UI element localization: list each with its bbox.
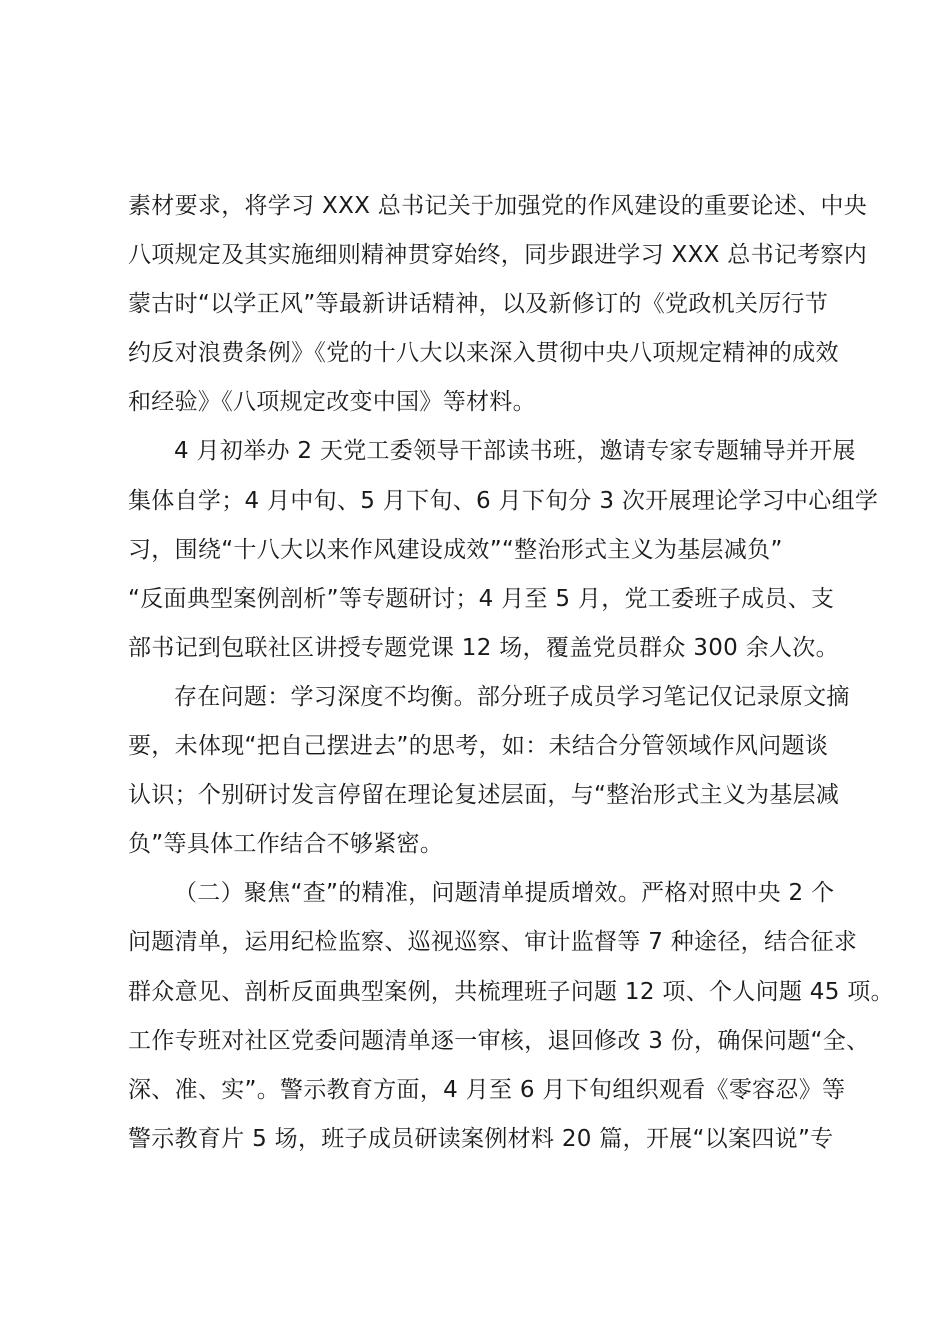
text-line: 认识；个别研讨发言停留在理论复述层面，与“整治形式主义为基层减 xyxy=(128,782,840,809)
text-line: 存在问题：学习深度不均衡。部分班子成员学习笔记仅记录原文摘 xyxy=(174,683,850,710)
text-line: 部书记到包联社区讲授专题党课 12 场，覆盖党员群众 300 余人次。 xyxy=(128,634,839,661)
paragraph-reading-class xyxy=(128,427,879,672)
text-line: 负”等具体工作结合不够紧密。 xyxy=(128,831,444,858)
text-line: 素材要求，将学习 XXX 总书记关于加强党的作风建设的重要论述、中央 xyxy=(128,193,868,219)
paragraph-study-materials xyxy=(128,182,868,427)
text-line: 群众意见、剖析反面典型案例，共梳理班子问题 12 项、个人问题 45 项。 xyxy=(128,978,894,1005)
text-line: “反面典型案例剖析”等专题研讨；4 月至 5 月，党工委班子成员、支 xyxy=(128,585,835,612)
text-line: 集体自学；4 月中旬、5 月下旬、6 月下旬分 3 次开展理论学习中心组学 xyxy=(128,487,879,514)
text-line: 八项规定及其实施细则精神贯穿始终，同步跟进学习 XXX 总书记考察内 xyxy=(128,242,868,269)
paragraph-section-two xyxy=(128,869,894,1164)
text-line: 深、准、实”。警示教育方面，4 月至 6 月下旬组织观看《零容忍》等 xyxy=(128,1076,846,1103)
text-line: 习，围绕“十八大以来作风建设成效”“整治形式主义为基层减负” xyxy=(128,536,783,563)
text-line: 警示教育片 5 场，班子成员研读案例材料 20 篇，开展“以案四说”专 xyxy=(128,1125,834,1152)
text-line: （二）聚焦“查”的精准，问题清单提质增效。严格对照中央 2 个 xyxy=(174,880,835,907)
text-line: 蒙古时“以学正风”等最新讲话精神，以及新修订的《党政机关厉行节 xyxy=(128,291,829,318)
paragraph-existing-problems xyxy=(128,673,850,869)
document-body xyxy=(128,182,894,1164)
text-line: 问题清单，运用纪检监察、巡视巡察、审计监督等 7 种途径，结合征求 xyxy=(128,929,858,956)
text-line: 约反对浪费条例》《党的十八大以来深入贯彻中央八项规定精神的成效 xyxy=(128,340,839,367)
text-line: 和经验》《八项规定改变中国》等材料。 xyxy=(128,389,536,416)
text-line: 工作专班对社区党委问题清单逐一审核，退回修改 3 份，确保问题“全、 xyxy=(128,1027,870,1054)
text-line: 4 月初举办 2 天党工委领导干部读书班，邀请专家专题辅导并开展 xyxy=(174,438,856,465)
text-line: 要，未体现“把自己摆进去”的思考，如：未结合分管领域作风问题谈 xyxy=(128,733,829,760)
